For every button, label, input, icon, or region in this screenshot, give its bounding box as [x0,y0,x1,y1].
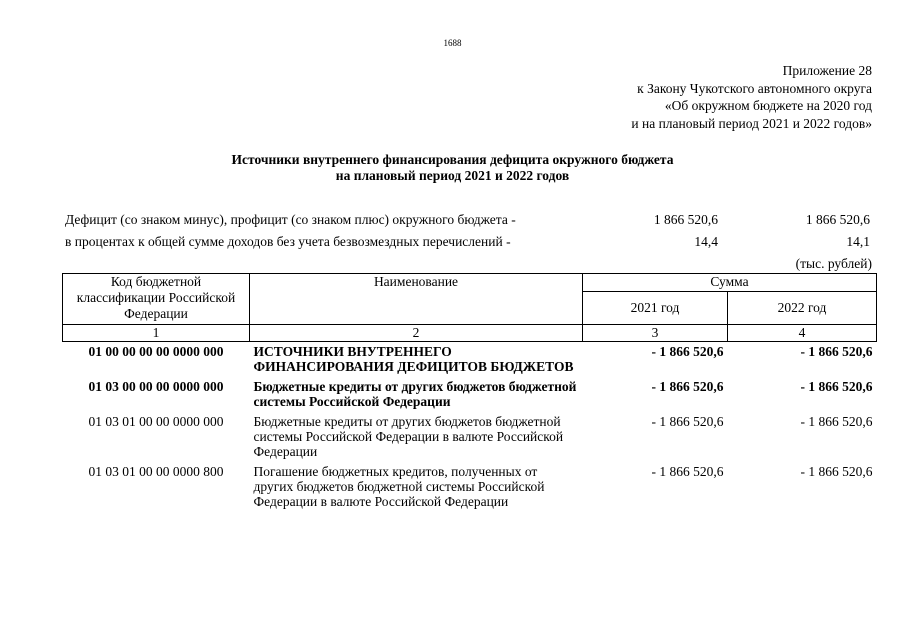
column-number-2: 2 [250,325,583,342]
deficit-summary-row [65,212,870,230]
row-code: 01 03 01 00 00 0000 000 [88,414,224,429]
appendix-line-1: Приложение 28 [782,63,872,78]
column-number-4: 4 [728,325,877,342]
row-code: 01 03 00 00 00 0000 000 [88,379,224,394]
deficit-2021-value: 1 866 520,6 [653,212,718,227]
header-sum: Сумма [583,274,877,292]
row-name: Бюджетные кредиты от других бюджетов бюджетной системы Российской Федерации в валюте Российской Федерации [253,414,564,459]
row-name: Погашение бюджетных кредитов, полученных от других бюджетов бюджетной системы Российской Федерации в валюте Российской Федерации [253,464,545,509]
row-value-2021: - 1 866 520,6 [651,379,724,394]
document-title [0,152,905,184]
table-row [63,377,877,412]
appendix-line-3: «Об окружном бюджете на 2020 год [664,98,872,113]
deficit-label: Дефицит (со знаком минус), профицит (со знаком плюс) окружного бюджета - [65,212,516,227]
page-number: 1688 [443,38,462,48]
row-value-2022: - 1 866 520,6 [800,344,873,359]
appendix-line-4: и на плановый период 2021 и 2022 годов» [631,115,872,131]
row-value-2021: - 1 866 520,6 [651,344,724,359]
column-number-1: 1 [63,325,250,342]
row-value-2022: - 1 866 520,6 [800,464,873,479]
column-number-3: 3 [583,325,728,342]
appendix-line-2: к Закону Чукотского автономного округа [637,80,872,96]
row-value-2021: - 1 866 520,6 [651,464,724,479]
table-row [63,342,877,378]
percent-label: в процентах к общей сумме доходов без учета безвозмездных перечислений - [65,234,511,249]
title-line-2: на плановый период 2021 и 2022 годов [335,168,570,183]
row-code: 01 03 01 00 00 0000 800 [88,464,224,479]
units-label: (тыс. рублей) [795,256,872,271]
budget-sources-table [62,273,877,512]
row-value-2021: - 1 866 520,6 [651,414,724,429]
appendix-header [631,62,872,132]
table-row [63,412,877,462]
table-row [63,462,877,512]
percent-2021-value: 14,4 [694,234,718,249]
row-name: ИСТОЧНИКИ ВНУТРЕННЕГО ФИНАНСИРОВАНИЯ ДЕФИЦИТОВ БЮДЖЕТОВ [253,344,574,374]
header-name: Наименование [250,274,583,325]
percent-2022-value: 14,1 [846,234,870,249]
row-value-2022: - 1 866 520,6 [800,379,873,394]
deficit-2022-value: 1 866 520,6 [805,212,870,227]
row-code: 01 00 00 00 00 0000 000 [88,344,224,359]
header-year-2021: 2021 год [583,292,728,325]
title-line-1: Источники внутреннего финансирования дефицита окружного бюджета [231,152,674,167]
row-value-2022: - 1 866 520,6 [800,414,873,429]
header-code: Код бюджетной классификации Российской Федерации [63,274,250,325]
header-year-2022: 2022 год [728,292,877,325]
percent-summary-row [65,234,870,252]
row-name: Бюджетные кредиты от других бюджетов бюджетной системы Российской Федерации [253,379,577,409]
